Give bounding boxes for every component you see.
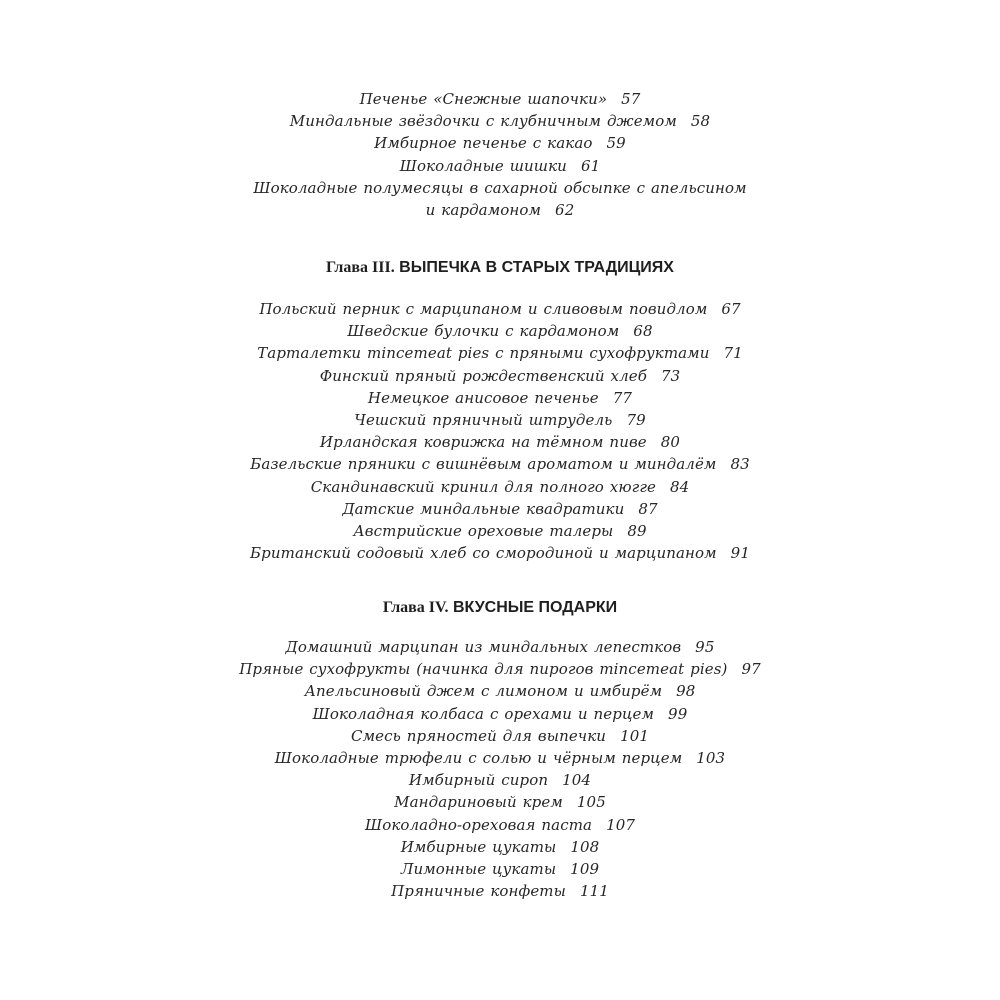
toc-entry-title: Пряничные конфеты	[391, 882, 566, 901]
toc-entry-title: Британский содовый хлеб со смородиной и марципаном	[250, 544, 717, 563]
toc-entry-page-number: 87	[638, 499, 658, 518]
toc-entry-page-number: 68	[633, 322, 653, 341]
toc-entry-title: Шоколадные шишки	[399, 156, 567, 175]
toc-entry-title: Лимонные цукаты	[400, 859, 557, 878]
toc-entry-page-number: 99	[668, 704, 688, 723]
toc-entry	[0, 703, 1000, 725]
toc-entry-title: Тарталетки mincemeat pies с пряными сухофруктами	[257, 344, 710, 363]
toc-entry	[0, 320, 1000, 342]
toc-entry	[0, 177, 1000, 199]
toc-entry	[0, 836, 1000, 858]
toc-entry	[0, 791, 1000, 813]
toc-entry-page-number: 95	[695, 638, 715, 656]
toc-entry-title: Мандариновый крем	[394, 793, 563, 812]
toc-entry-page-number: 109	[570, 859, 600, 878]
toc-entry	[0, 365, 1000, 387]
toc-entry-page-number: 84	[670, 477, 690, 496]
toc-entry	[0, 431, 1000, 453]
toc-entry-title: Миндальные звёздочки с клубничным джемом	[289, 112, 677, 131]
toc-entry	[0, 342, 1000, 364]
toc-entry-title: Датские миндальные квадратики	[342, 499, 625, 518]
toc-entry	[0, 498, 1000, 520]
toc-entry	[0, 747, 1000, 769]
toc-entry-page-number: 103	[696, 748, 726, 767]
toc-entry-title: Скандинавский кринил для полного хюгге	[310, 477, 656, 496]
toc-entry	[0, 453, 1000, 475]
toc-entry-page-number: 58	[690, 112, 711, 131]
toc-entry-page-number: 73	[660, 366, 681, 385]
toc-entry-page-number: 105	[576, 793, 606, 812]
toc-entry	[0, 110, 1000, 132]
toc-entry-title: Имбирные цукаты	[400, 837, 557, 856]
chapter-iv-title: ВКУСНЫЕ ПОДАРКИ	[452, 599, 618, 616]
toc-entry-title: Домашний марципан из миндальных лепестков	[285, 638, 682, 656]
toc-entry	[0, 814, 1000, 836]
toc-entry-page-number: 83	[730, 455, 750, 474]
toc-entry-title: Австрийские ореховые талеры	[353, 521, 614, 540]
toc-entry-title: Шоколадные трюфели с солью и чёрным перцем	[274, 748, 683, 767]
toc-entry	[0, 725, 1000, 747]
chapter-iv-prefix: Глава IV.	[382, 599, 449, 616]
toc-entry-page-number: 62	[555, 200, 575, 219]
toc-entry	[0, 88, 1000, 110]
toc-entry-page-number: 67	[721, 300, 741, 318]
toc-entry-title: Шоколадные полумесяцы в сахарной обсыпке с апельсином	[253, 178, 747, 197]
toc-entry-title: Апельсиновый джем с лимоном и имбирём	[304, 682, 663, 701]
toc-entry-title: Польский перник с марципаном и сливовым повидлом	[259, 300, 708, 318]
chapter-iv-heading	[0, 598, 1000, 618]
toc-entry-page-number: 57	[621, 90, 641, 108]
toc-entry	[0, 542, 1000, 564]
toc-entry	[0, 199, 1000, 221]
toc-entry-page-number: 91	[730, 544, 750, 563]
toc-entry	[0, 409, 1000, 431]
toc-entry-title: Шведские булочки с кардамоном	[347, 322, 620, 341]
toc-entry	[0, 880, 1000, 902]
chapter-iii-title: ВЫПЕЧКА В СТАРЫХ ТРАДИЦИЯХ	[399, 259, 674, 276]
toc-entry	[0, 658, 1000, 680]
toc-entry	[0, 680, 1000, 702]
toc-entry-title: Ирландская коврижка на тёмном пиве	[319, 433, 647, 452]
toc-entry-page-number: 89	[627, 521, 647, 540]
chapter-iii-prefix: Глава III.	[326, 259, 395, 276]
toc-entry-title: Финский пряный рождественский хлеб	[319, 366, 647, 385]
toc-entry-title: Шоколадная колбаса с орехами и перцем	[312, 704, 655, 723]
toc-entry-title: Немецкое анисовое печенье	[367, 388, 599, 407]
toc-entry-title: Имбирный сироп	[408, 771, 549, 790]
toc-entry-title: Пряные сухофрукты (начинка для пирогов mincemeat pies)	[239, 660, 728, 679]
toc-entry	[0, 520, 1000, 542]
chapter-iv-entries	[0, 636, 1000, 902]
chapter-iii-heading	[0, 258, 1000, 278]
toc-entry-page-number: 77	[612, 388, 633, 407]
toc-entry-title: Базельские пряники с вишнёвым ароматом и миндалём	[250, 455, 717, 474]
toc-entry-page-number: 104	[562, 771, 592, 790]
toc-entry	[0, 298, 1000, 320]
toc-entry-title: Смесь пряностей для выпечки	[351, 726, 607, 745]
toc-entry-page-number: 71	[723, 344, 743, 363]
toc-entry-page-number: 97	[741, 660, 761, 679]
toc-entry-title: Шоколадно-ореховая паста	[365, 815, 593, 834]
toc-entry	[0, 155, 1000, 177]
toc-entry	[0, 476, 1000, 498]
toc-entry	[0, 132, 1000, 154]
toc-entry-title: Имбирное печенье с какао	[374, 134, 593, 153]
toc-entry-page-number: 98	[676, 682, 696, 701]
toc-entry-page-number: 107	[606, 815, 635, 834]
toc-entry	[0, 636, 1000, 658]
chapter-iii-entries	[0, 298, 1000, 564]
toc-entry-title: Печенье «Снежные шапочки»	[359, 90, 608, 108]
toc-entry-page-number: 80	[660, 433, 681, 452]
toc-entry-page-number: 108	[570, 837, 600, 856]
toc-entry-title: Чешский пряничный штрудель	[354, 410, 613, 429]
toc-entry-page-number: 61	[580, 156, 601, 175]
toc-entry	[0, 769, 1000, 791]
toc-entry	[0, 858, 1000, 880]
toc-section-continuation	[0, 88, 1000, 221]
toc-entry-page-number: 101	[620, 726, 649, 745]
toc-entry-page-number: 111	[579, 882, 609, 901]
toc-entry-page-number: 59	[606, 134, 626, 153]
toc-entry-page-number: 79	[626, 410, 646, 429]
toc-entry	[0, 387, 1000, 409]
toc-entry-title: и кардамоном	[425, 200, 542, 219]
